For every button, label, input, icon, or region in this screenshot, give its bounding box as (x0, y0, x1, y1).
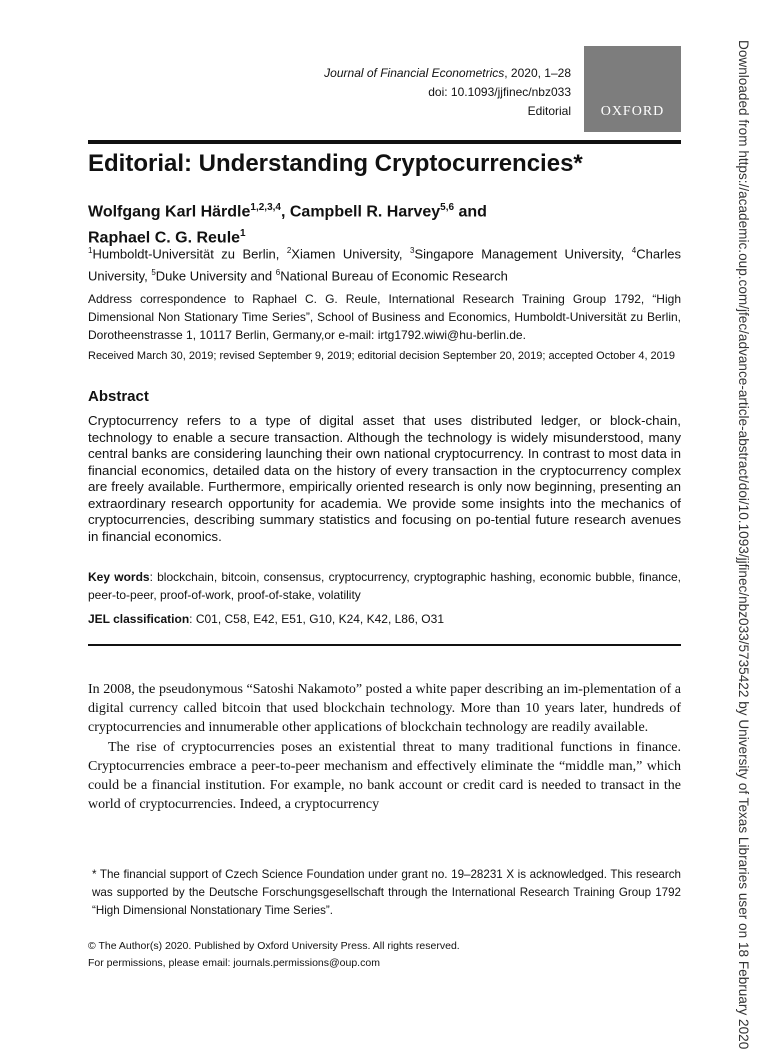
keywords-label: Key words (88, 570, 150, 584)
author-name: Raphael C. G. Reule (88, 229, 241, 247)
author-affil-sup: 1 (240, 228, 246, 240)
affil-sup: 5 (151, 268, 156, 278)
author-separator: and (454, 203, 487, 221)
affiliations (88, 241, 681, 286)
affil-text: Charles University, (88, 246, 681, 284)
abstract-text: Cryptocurrency refers to a type of digital asset that uses distributed ledger, or block-chain, technology to enable a secure transaction. Although the technology is widely misunderstood, many central banks are considering launching their own national cryptocurrency. In contrast to most data in financial economics, detailed data on the history of every transaction in the cryptocurrency complex are freely available. Furthermore, empirically oriented research is only now beginning, presenting an extraordinary research opportunity for academia. We provide some insights into the mechanics of cryptocurrencies, describing summary statistics and focusing on po-tential future research avenues in financial economics. (88, 413, 681, 544)
author-name: Wolfgang Karl Härdle (88, 203, 251, 221)
correspondence-address: Address correspondence to Raphael C. G. Reule, International Research Training Group 1792, “High Dimensional Non Stationary Time Series”, School of Business and Economics, Humboldt-Universität zu Berlin, Dorotheenstrasse 1, 10117 Berlin, Germany,or e-mail: irtg1792.wiwi@hu-berlin.de. (88, 292, 681, 342)
paragraph: In 2008, the pseudonymous “Satoshi Nakamoto” posted a white paper describing an im-plementation of a digital currency called bitcoin that used blockchain technology. More than 10 years later, hundreds of cryptocurrencies and innumerable other applications of blockchain technology are readily available. (88, 682, 681, 736)
journal-info (251, 64, 571, 121)
download-watermark (731, 40, 753, 1049)
logo-text: OXFORD (600, 104, 665, 119)
affil-sup: 2 (286, 246, 292, 255)
author-affil-sup: 5,6 (440, 202, 455, 213)
section-label: Editorial (527, 104, 571, 118)
copyright (88, 938, 460, 971)
journal-year-pages: , 2020, 1–28 (504, 66, 571, 80)
affil-text: Singapore Management University, (414, 246, 632, 262)
jel-label: JEL classification (88, 612, 190, 626)
journal-name: Journal of Financial Econometrics (324, 66, 505, 80)
keywords-text: : blockchain, bitcoin, consensus, cryptocurrency, cryptographic hashing, economic bubble, finance, peer-to-peer, proof-of-work, proof-of-stake, volatility (88, 570, 681, 602)
paragraph: The rise of cryptocurrencies poses an existential threat to many traditional functions in finance. Cryptocurrencies embrace a peer-to-peer mechanism and effectively eliminate the “middle man,” which could be a financial institution. For example, no bank account or credit card is needed to transact in the world of cryptocurrencies. Indeed, a cryptocurrency (88, 739, 681, 813)
body-text (88, 680, 681, 814)
abstract-heading: Abstract (88, 388, 149, 405)
header-rule (88, 140, 681, 144)
submission-dates: Received March 30, 2019; revised September 9, 2019; editorial decision September 20, 2019; accepted October 4, 2019 (88, 350, 676, 362)
author-affil-sup: 1,2,3,4 (250, 202, 281, 213)
affil-sup: 4 (631, 246, 637, 255)
abstract-rule (88, 644, 681, 646)
footnote: * The financial support of Czech Science Foundation under grant no. 19–28231 X is acknowledged. This research was supported by the Deutsche Forschungsgesellschaft through the International Research Training Group 1792 “High Dimensional Nonstationary Time Series”. (92, 868, 681, 917)
author-separator: , (280, 203, 290, 221)
affil-sup: 3 (410, 246, 415, 255)
keywords (88, 568, 681, 604)
jel-codes: : C01, C58, E42, E51, G10, K24, K42, L86, O31 (189, 612, 444, 626)
jel-classification (88, 612, 681, 626)
copyright-line: © The Author(s) 2020. Published by Oxford University Press. All rights reserved. (88, 940, 460, 952)
affil-text: National Bureau of Economic Research (280, 268, 508, 284)
journal-citation (251, 64, 571, 83)
affil-text: Duke University and (155, 268, 276, 284)
affil-sup: 6 (275, 268, 281, 278)
download-note: Downloaded from https://academic.oup.com/jfec/advance-article-abstract/doi/10.1093/jjfinec/nbz033/5735422 by University of Texas Libraries user on 18 February 2020 (736, 40, 751, 1049)
paper-title: Editorial: Understanding Cryptocurrencies* (88, 150, 583, 177)
affil-sup: 1 (88, 246, 93, 255)
author-name: Campbell R. Harvey (289, 203, 441, 221)
doi: doi: 10.1093/jjfinec/nbz033 (428, 85, 571, 99)
permissions-line: For permissions, please email: journals.permissions@oup.com (88, 956, 380, 969)
oxford-logo (584, 46, 681, 132)
affil-text: Humboldt-Universität zu Berlin, (92, 246, 287, 262)
affil-text: Xiamen University, (291, 246, 411, 262)
